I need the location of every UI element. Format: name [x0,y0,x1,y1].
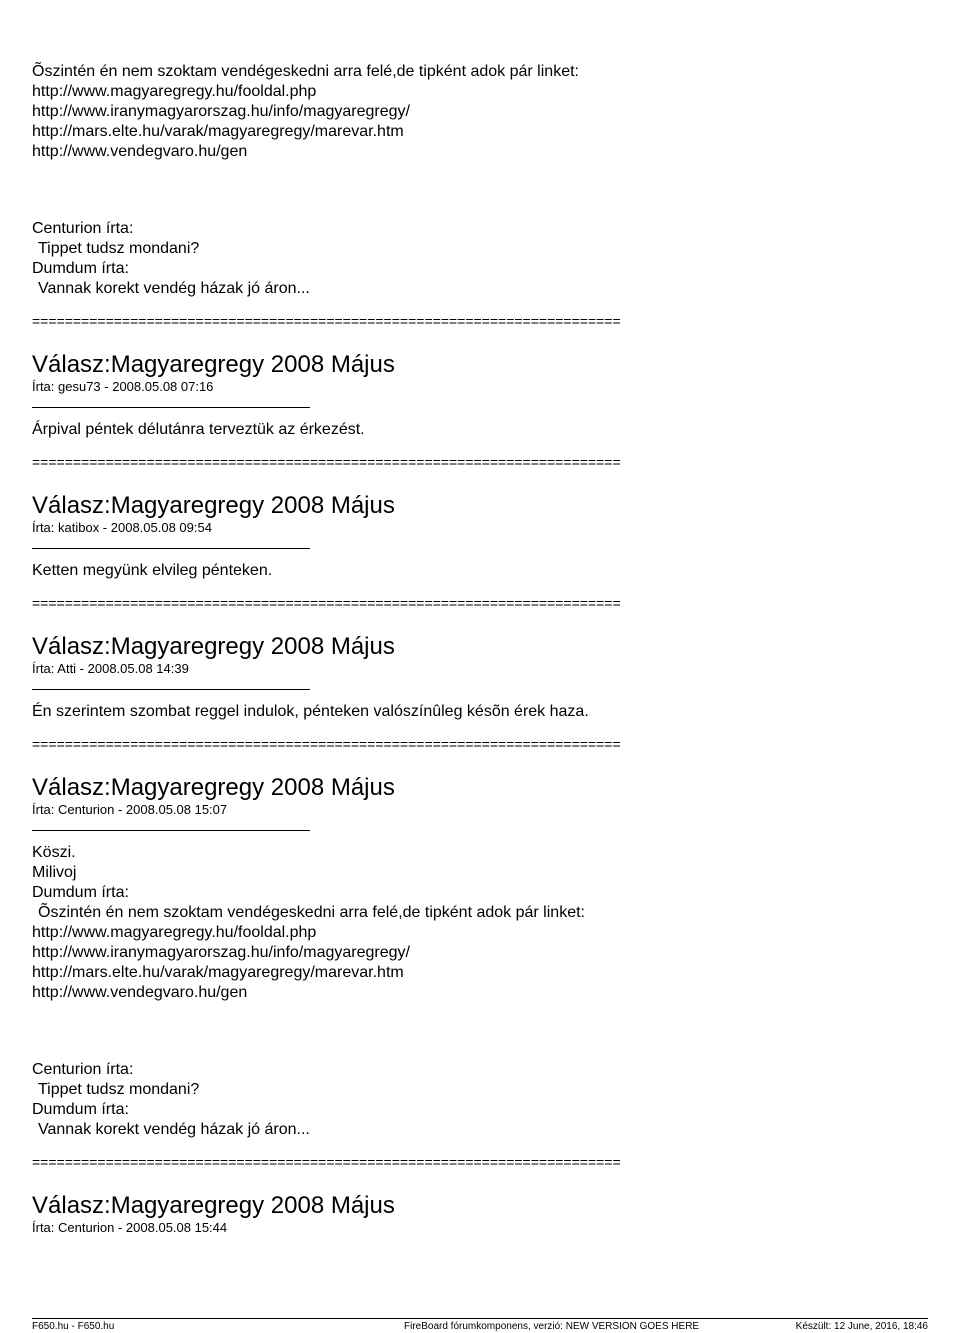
post-meta: Írta: Atti - 2008.05.08 14:39 [32,661,189,676]
page-footer [32,1318,928,1332]
post [32,774,932,1140]
post-body-line: Milivoj [32,864,77,881]
post [32,633,932,722]
quote-link[interactable]: http://mars.elte.hu/varak/magyaregregy/marevar.htm [32,123,404,140]
post-separator: ======================================================================== [32,595,621,611]
post-meta: Írta: gesu73 - 2008.05.08 07:16 [32,379,214,394]
quote-text: Tippet tudsz mondani? [38,1081,200,1098]
post-title: Válasz:Magyaregregy 2008 Május [32,351,395,378]
post-title: Válasz:Magyaregregy 2008 Május [32,774,395,801]
quote-text: Vannak korekt vendég házak jó áron... [38,1121,310,1138]
post [32,351,932,440]
post-body: Árpival péntek délutánra terveztük az érkezést. [32,421,365,438]
post-separator: ======================================================================== [32,736,621,752]
quote-link[interactable]: http://www.magyaregregy.hu/fooldal.php [32,924,317,941]
post [32,1192,932,1236]
post-divider [32,830,310,831]
quote-line: Õszintén én nem szoktam vendégeskedni arra felé,de tipként adok pár linket: [32,63,579,80]
document-body [32,62,932,1236]
post-divider [32,548,310,549]
post-body: Én szerintem szombat reggel indulok, pénteken valószínûleg késõn érek haza. [32,703,589,720]
footer-site: F650.hu - F650.hu [32,1321,115,1332]
quote-author-label: Centurion írta: [32,1061,134,1078]
post-meta: Írta: Centurion - 2008.05.08 15:44 [32,1220,228,1235]
post-separator: ======================================================================== [32,1154,621,1170]
post-divider [32,689,310,690]
post-title: Válasz:Magyaregregy 2008 Május [32,492,395,519]
post-separator: ======================================================================== [32,313,621,329]
quote-link[interactable]: http://www.vendegvaro.hu/gen [32,984,248,1001]
quote-author-label: Dumdum írta: [32,260,129,277]
quote-author-label: Dumdum írta: [32,1101,129,1118]
quote-author-label: Dumdum írta: [32,884,129,901]
post-title: Válasz:Magyaregregy 2008 Május [32,633,395,660]
post-separator: ======================================================================== [32,454,621,470]
post-title: Válasz:Magyaregregy 2008 Május [32,1192,395,1219]
quote-link[interactable]: http://www.vendegvaro.hu/gen [32,143,248,160]
quote-link[interactable]: http://www.iranymagyarorszag.hu/info/magyaregregy/ [32,103,410,120]
post [32,492,932,581]
quote-link[interactable]: http://www.iranymagyarorszag.hu/info/magyaregregy/ [32,944,410,961]
footer-generated: Készült: 12 June, 2016, 18:46 [795,1321,928,1332]
post-divider [32,407,310,408]
quote-link[interactable]: http://www.magyaregregy.hu/fooldal.php [32,83,317,100]
footer-software: FireBoard fórumkomponens, verzió: NEW VERSION GOES HERE [404,1321,700,1332]
intro-quote [32,62,932,299]
quote-link[interactable]: http://mars.elte.hu/varak/magyaregregy/marevar.htm [32,964,404,981]
quote-author-label: Centurion írta: [32,220,134,237]
post-body: Köszi. [32,844,76,861]
post-meta: Írta: katibox - 2008.05.08 09:54 [32,520,212,535]
post-body: Ketten megyünk elvileg pénteken. [32,562,273,579]
quote-text: Tippet tudsz mondani? [38,240,200,257]
post-quote [32,883,932,1140]
post-meta: Írta: Centurion - 2008.05.08 15:07 [32,802,228,817]
quote-line: Õszintén én nem szoktam vendégeskedni arra felé,de tipként adok pár linket: [38,904,585,921]
quote-text: Vannak korekt vendég házak jó áron... [38,280,310,297]
